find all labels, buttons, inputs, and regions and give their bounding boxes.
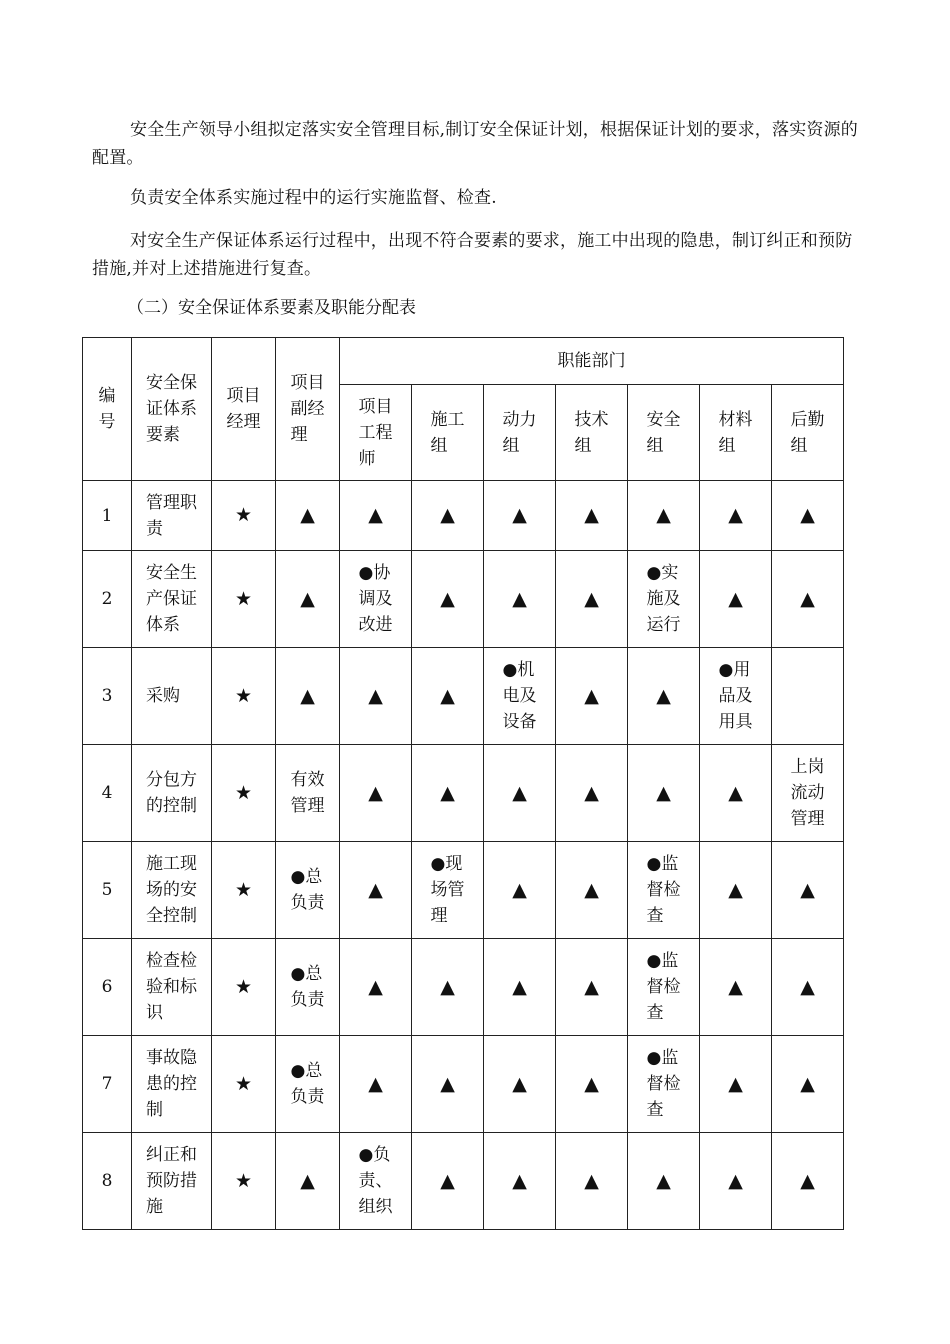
role-cell: ★ [212,481,276,551]
row-element: 安全生产保证体系 [132,551,212,648]
header-element: 安全保证体系要素 [132,338,212,481]
table-row [83,648,844,745]
role-cell: ▲ [484,1133,556,1230]
row-element: 采购 [132,648,212,745]
role-cell: ●用品及用具 [700,648,772,745]
role-cell: ▲ [276,1133,340,1230]
table-caption: （二）安全保证体系要素及职能分配表 [127,298,416,318]
paragraph-3: 对安全生产保证体系运行过程中，出现不符合要素的要求，施工中出现的隐患，制订纠正和预防措施,并对上述措施进行复查。 [92,231,853,279]
role-cell: ▲ [700,745,772,842]
row-number: 7 [83,1036,132,1133]
role-cell: ●总负责 [276,1036,340,1133]
role-cell: ▲ [628,745,700,842]
role-cell: ▲ [556,842,628,939]
role-cell: ▲ [556,1133,628,1230]
row-element: 施工现场的安全控制 [132,842,212,939]
role-cell: ▲ [412,648,484,745]
role-cell: ▲ [412,939,484,1036]
row-number: 5 [83,842,132,939]
role-cell: ▲ [276,481,340,551]
role-cell: ▲ [340,1036,412,1133]
role-cell: ▲ [556,939,628,1036]
header-pm: 项目经理 [212,338,276,481]
paragraph-2: 负责安全体系实施过程中的运行实施监督、检查. [130,188,497,208]
role-cell: ▲ [412,551,484,648]
role-cell: ▲ [412,481,484,551]
header-dept-group: 职能部门 [340,338,844,385]
role-cell: ▲ [772,939,844,1036]
row-number: 2 [83,551,132,648]
row-number: 8 [83,1133,132,1230]
role-cell: ▲ [556,745,628,842]
role-cell: ▲ [412,745,484,842]
role-cell: ▲ [484,745,556,842]
role-cell: ▲ [340,842,412,939]
role-cell: ▲ [556,1036,628,1133]
role-cell: 上岗流动管理 [772,745,844,842]
role-cell: ★ [212,939,276,1036]
header-dept: 项目工程师 [340,385,412,481]
role-cell: ▲ [276,648,340,745]
role-cell: ★ [212,1133,276,1230]
role-cell: ▲ [772,551,844,648]
role-cell: ▲ [700,842,772,939]
role-cell: ●实施及运行 [628,551,700,648]
role-cell: ▲ [556,648,628,745]
header-dept: 材料组 [700,385,772,481]
table-row [83,1036,844,1133]
table-row [83,939,844,1036]
role-cell: ▲ [484,1036,556,1133]
header-dept: 技术组 [556,385,628,481]
row-number: 6 [83,939,132,1036]
header-no: 编号 [83,338,132,481]
header-dept: 安全组 [628,385,700,481]
role-cell: ▲ [628,481,700,551]
role-cell: ★ [212,842,276,939]
table-row [83,842,844,939]
role-cell: ▲ [700,939,772,1036]
role-cell: ▲ [700,551,772,648]
table-row [83,551,844,648]
role-cell: ▲ [484,842,556,939]
header-dept: 后勤组 [772,385,844,481]
role-cell: ▲ [484,939,556,1036]
row-number: 3 [83,648,132,745]
role-cell: ●协调及改进 [340,551,412,648]
role-cell: ★ [212,551,276,648]
table-row [83,745,844,842]
row-element: 纠正和预防措施 [132,1133,212,1230]
row-element: 管理职责 [132,481,212,551]
role-cell: ▲ [412,1036,484,1133]
role-cell: ▲ [628,1133,700,1230]
role-cell: ●监督检查 [628,939,700,1036]
role-cell: ●机电及设备 [484,648,556,745]
responsibility-table [82,337,844,1230]
table-row [83,481,844,551]
role-cell: ▲ [700,1036,772,1133]
row-element: 事故隐患的控制 [132,1036,212,1133]
role-cell: ★ [212,745,276,842]
row-element: 检查检验和标识 [132,939,212,1036]
header-dept: 施工组 [412,385,484,481]
role-cell: 有效管理 [276,745,340,842]
role-cell: ▲ [484,551,556,648]
role-cell: ▲ [772,842,844,939]
paragraph-1: 安全生产领导小组拟定落实安全管理目标,制订安全保证计划，根据保证计划的要求，落实资源的配置。 [92,120,859,168]
row-element: 分包方的控制 [132,745,212,842]
row-number: 1 [83,481,132,551]
table-row [83,1133,844,1230]
header-dpm: 项目副经理 [276,338,340,481]
role-cell: ▲ [340,648,412,745]
role-cell: ▲ [276,551,340,648]
role-cell: ▲ [700,481,772,551]
role-cell: ●现场管理 [412,842,484,939]
row-number: 4 [83,745,132,842]
header-dept: 动力组 [484,385,556,481]
role-cell: ▲ [484,481,556,551]
role-cell: ●监督检查 [628,1036,700,1133]
role-cell: ●负责、组织 [340,1133,412,1230]
role-cell: ▲ [340,939,412,1036]
role-cell: ●总负责 [276,842,340,939]
role-cell: ▲ [772,1036,844,1133]
role-cell: ●总负责 [276,939,340,1036]
role-cell: ▲ [340,745,412,842]
role-cell: ▲ [628,648,700,745]
role-cell: ▲ [340,481,412,551]
role-cell: ▲ [556,551,628,648]
role-cell: ▲ [772,481,844,551]
role-cell: ●监督检查 [628,842,700,939]
role-cell: ▲ [700,1133,772,1230]
role-cell: ▲ [412,1133,484,1230]
role-cell: ★ [212,648,276,745]
role-cell: ▲ [772,1133,844,1230]
role-cell: ★ [212,1036,276,1133]
role-cell [772,648,844,745]
role-cell: ▲ [556,481,628,551]
